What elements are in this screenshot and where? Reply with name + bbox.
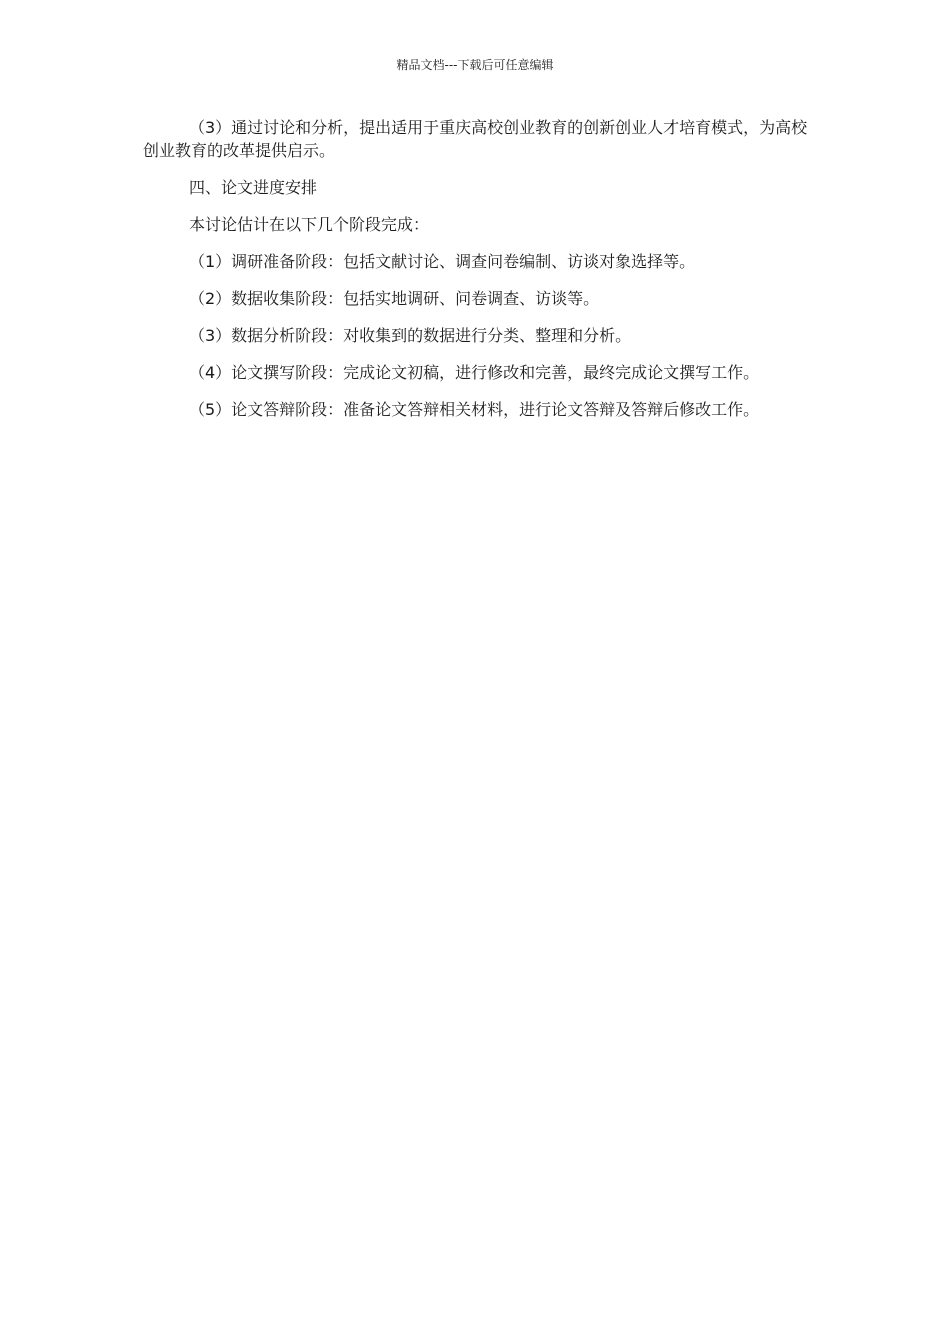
- stage-item: （2）数据收集阶段：包括实地调研、问卷调查、访谈等。: [189, 289, 600, 308]
- stage-item: （4）论文撰写阶段：完成论文初稿，进行修改和完善，最终完成论文撰写工作。: [189, 363, 760, 382]
- stage-item: （5）论文答辩阶段：准备论文答辩相关材料，进行论文答辩及答辩后修改工作。: [189, 400, 760, 419]
- stage-item: （3）数据分析阶段：对收集到的数据进行分类、整理和分析。: [189, 326, 632, 345]
- document-body: [143, 116, 811, 421]
- intro-paragraph: （3）通过讨论和分析，提出适用于重庆高校创业教育的创新创业人才培育模式，为高校创业教育的改革提供启示。: [143, 118, 808, 160]
- section-heading: 四、论文进度安排: [189, 178, 318, 197]
- section-intro: 本讨论估计在以下几个阶段完成：: [189, 215, 430, 234]
- page-header: 精品文档---下载后可任意编辑: [396, 58, 554, 72]
- stage-item: （1）调研准备阶段：包括文献讨论、调查问卷编制、访谈对象选择等。: [189, 252, 696, 271]
